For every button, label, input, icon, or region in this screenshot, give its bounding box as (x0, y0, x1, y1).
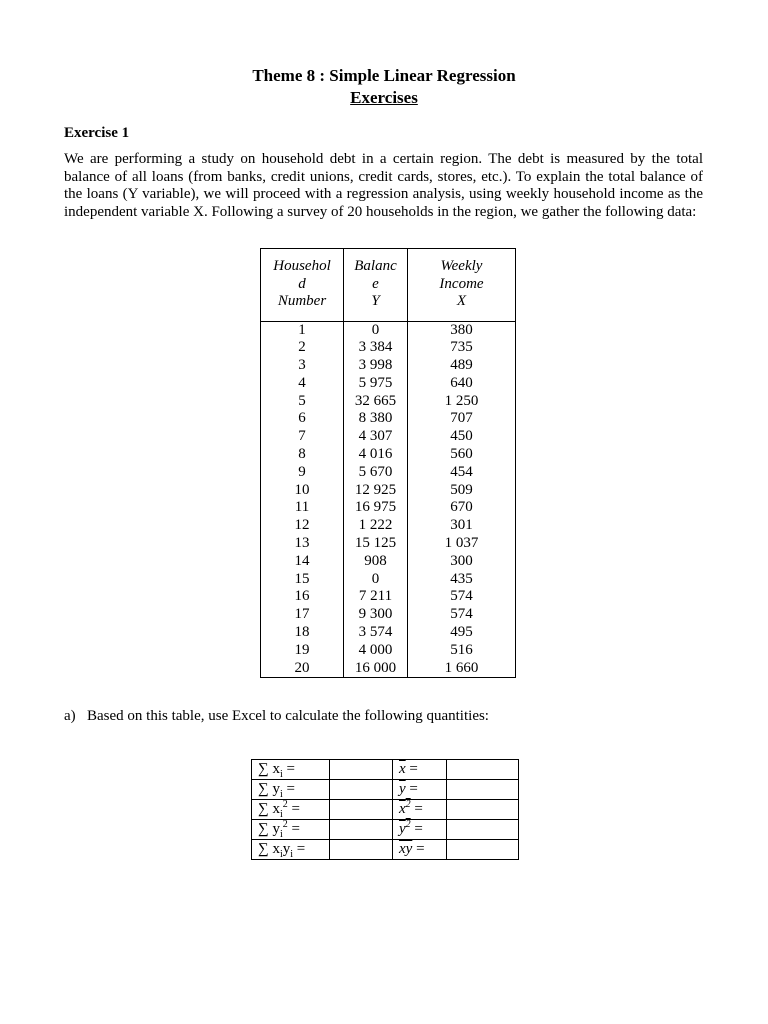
sum-x-value[interactable] (330, 760, 393, 780)
balance-cell: 3 384 (344, 339, 408, 357)
balance-cell: 5 975 (344, 375, 408, 393)
table-row (261, 339, 516, 357)
table-row (261, 517, 516, 535)
table-row (261, 499, 516, 517)
mean-x-squared-label: $x^2$ = (393, 800, 447, 820)
sum-y-squared-label: ∑ $y_i^2$ = (252, 820, 330, 840)
income-cell: 495 (450, 624, 473, 641)
document-title: Theme 8 : Simple Linear Regression (252, 66, 516, 85)
calc-row (252, 760, 519, 780)
balance-cell: 16 000 (344, 660, 408, 678)
income-cell: 301 (450, 517, 473, 534)
header-line: e (372, 275, 379, 292)
balance-cell: 1 222 (344, 517, 408, 535)
balance-cell: 4 307 (344, 428, 408, 446)
table-row (261, 375, 516, 393)
question-label: a) (64, 708, 76, 724)
household-number-cell: 14 (261, 553, 344, 571)
balance-cell: 3 998 (344, 357, 408, 375)
balance-cell: 32 665 (344, 393, 408, 411)
header-line: Weekly (440, 258, 483, 274)
table-row (261, 410, 516, 428)
household-number-cell: 4 (261, 375, 344, 393)
data-table-header-row (261, 249, 516, 322)
balance-cell: 0 (344, 321, 408, 339)
income-cell: 509 (450, 481, 473, 498)
question-text: Based on this table, use Excel to calculate the following quantities: (87, 708, 489, 724)
header-household-number (261, 249, 344, 322)
balance-cell: 5 670 (344, 464, 408, 482)
header-line: Balanc (354, 258, 397, 274)
income-cell: 454 (450, 463, 473, 480)
balance-cell: 3 574 (344, 624, 408, 642)
table-row (261, 428, 516, 446)
income-cell: 435 (450, 570, 473, 587)
income-cell: 380 (450, 321, 473, 338)
mean-x-label: $\overline{x}$ = (393, 760, 447, 780)
sum-xy-value[interactable] (330, 840, 393, 860)
household-number-cell: 15 (261, 571, 344, 589)
balance-cell: 12 925 (344, 482, 408, 500)
balance-cell: 8 380 (344, 410, 408, 428)
table-row (261, 553, 516, 571)
calc-row (252, 780, 519, 800)
income-cell: 574 (450, 606, 473, 623)
household-number-cell: 6 (261, 410, 344, 428)
household-number-cell: 3 (261, 357, 344, 375)
table-row (261, 624, 516, 642)
income-cell: 1 037 (444, 535, 479, 552)
household-number-cell: 9 (261, 464, 344, 482)
income-cell: 670 (450, 499, 473, 516)
income-cell: 735 (450, 339, 473, 356)
household-number-cell: 7 (261, 428, 344, 446)
income-cell: 489 (450, 357, 473, 374)
household-number-cell: 16 (261, 588, 344, 606)
household-number-cell: 1 (261, 321, 344, 339)
income-cell: 450 (450, 428, 473, 445)
table-row (261, 660, 516, 678)
table-row (261, 464, 516, 482)
balance-cell: 908 (344, 553, 408, 571)
income-cell: 574 (450, 588, 473, 605)
table-row (261, 571, 516, 589)
sum-y-label: ∑ $y_i$ = (252, 780, 330, 800)
household-number-cell: 5 (261, 393, 344, 411)
household-number-cell: 20 (261, 660, 344, 678)
balance-cell: 7 211 (344, 588, 408, 606)
household-number-cell: 8 (261, 446, 344, 464)
income-cell: 640 (450, 374, 473, 391)
sum-y-value[interactable] (330, 780, 393, 800)
mean-xy-label: $\overline{xy}$ = (393, 840, 447, 860)
exercise-heading: Exercise 1 (64, 125, 130, 141)
balance-cell: 4 016 (344, 446, 408, 464)
calc-table (251, 759, 519, 860)
document-subtitle: Exercises (350, 88, 418, 107)
calc-row (252, 840, 519, 860)
question-a (64, 708, 489, 725)
header-line: Number (277, 293, 327, 309)
table-row (261, 393, 516, 411)
sum-x-squared-value[interactable] (330, 800, 393, 820)
sum-x-squared-label: ∑ $x_i^2$ = (252, 800, 330, 820)
mean-y-squared-value[interactable] (447, 820, 519, 840)
data-table (260, 248, 516, 678)
header-line: Househol (273, 258, 331, 274)
mean-x-value[interactable] (447, 760, 519, 780)
income-cell: 707 (450, 410, 473, 427)
calc-row (252, 800, 519, 820)
header-line: d (298, 275, 306, 292)
balance-cell: 16 975 (344, 499, 408, 517)
household-number-cell: 17 (261, 606, 344, 624)
table-row (261, 482, 516, 500)
header-line: Income (439, 275, 484, 292)
calc-row (252, 820, 519, 840)
income-cell: 560 (450, 446, 473, 463)
household-number-cell: 11 (261, 499, 344, 517)
mean-xy-value[interactable] (447, 840, 519, 860)
income-cell: 300 (450, 552, 473, 569)
household-number-cell: 18 (261, 624, 344, 642)
balance-cell: 0 (344, 571, 408, 589)
table-row (261, 588, 516, 606)
household-number-cell: 13 (261, 535, 344, 553)
household-number-cell: 10 (261, 482, 344, 500)
mean-y-label: $\overline{y}$ = (393, 780, 447, 800)
table-row (261, 357, 516, 375)
exercise-paragraph: We are performing a study on household debt in a certain region. The debt is measured by the total balance of all loans (from banks, credit unions, credit cards, stores, etc.). To explain the total balance of the loans (Y variable), we will proceed with a regression analysis, using weekly household income as the independent variable X. Following a survey of 20 households in the region, we gather the following data: (64, 151, 703, 221)
sum-y-squared-value[interactable] (330, 820, 393, 840)
header-line: Y (371, 293, 380, 309)
sum-xy-label: ∑ $x_iy_i$ = (252, 840, 330, 860)
income-cell: 1 250 (444, 392, 479, 409)
table-row (261, 642, 516, 660)
table-row (261, 446, 516, 464)
header-balance (344, 249, 408, 322)
household-number-cell: 19 (261, 642, 344, 660)
header-line: X (456, 293, 467, 309)
household-number-cell: 12 (261, 517, 344, 535)
balance-cell: 4 000 (344, 642, 408, 660)
sum-x-label: ∑ $x_i$ = (252, 760, 330, 780)
mean-y-squared-label: $y^2$ = (393, 820, 447, 840)
household-number-cell: 2 (261, 339, 344, 357)
mean-x-squared-value[interactable] (447, 800, 519, 820)
balance-cell: 9 300 (344, 606, 408, 624)
balance-cell: 15 125 (344, 535, 408, 553)
header-weekly-income (408, 249, 516, 322)
table-row (261, 321, 516, 339)
data-table-body (261, 321, 516, 678)
table-row (261, 606, 516, 624)
income-cell: 1 660 (444, 659, 479, 676)
mean-y-value[interactable] (447, 780, 519, 800)
income-cell: 516 (450, 641, 473, 658)
table-row (261, 535, 516, 553)
